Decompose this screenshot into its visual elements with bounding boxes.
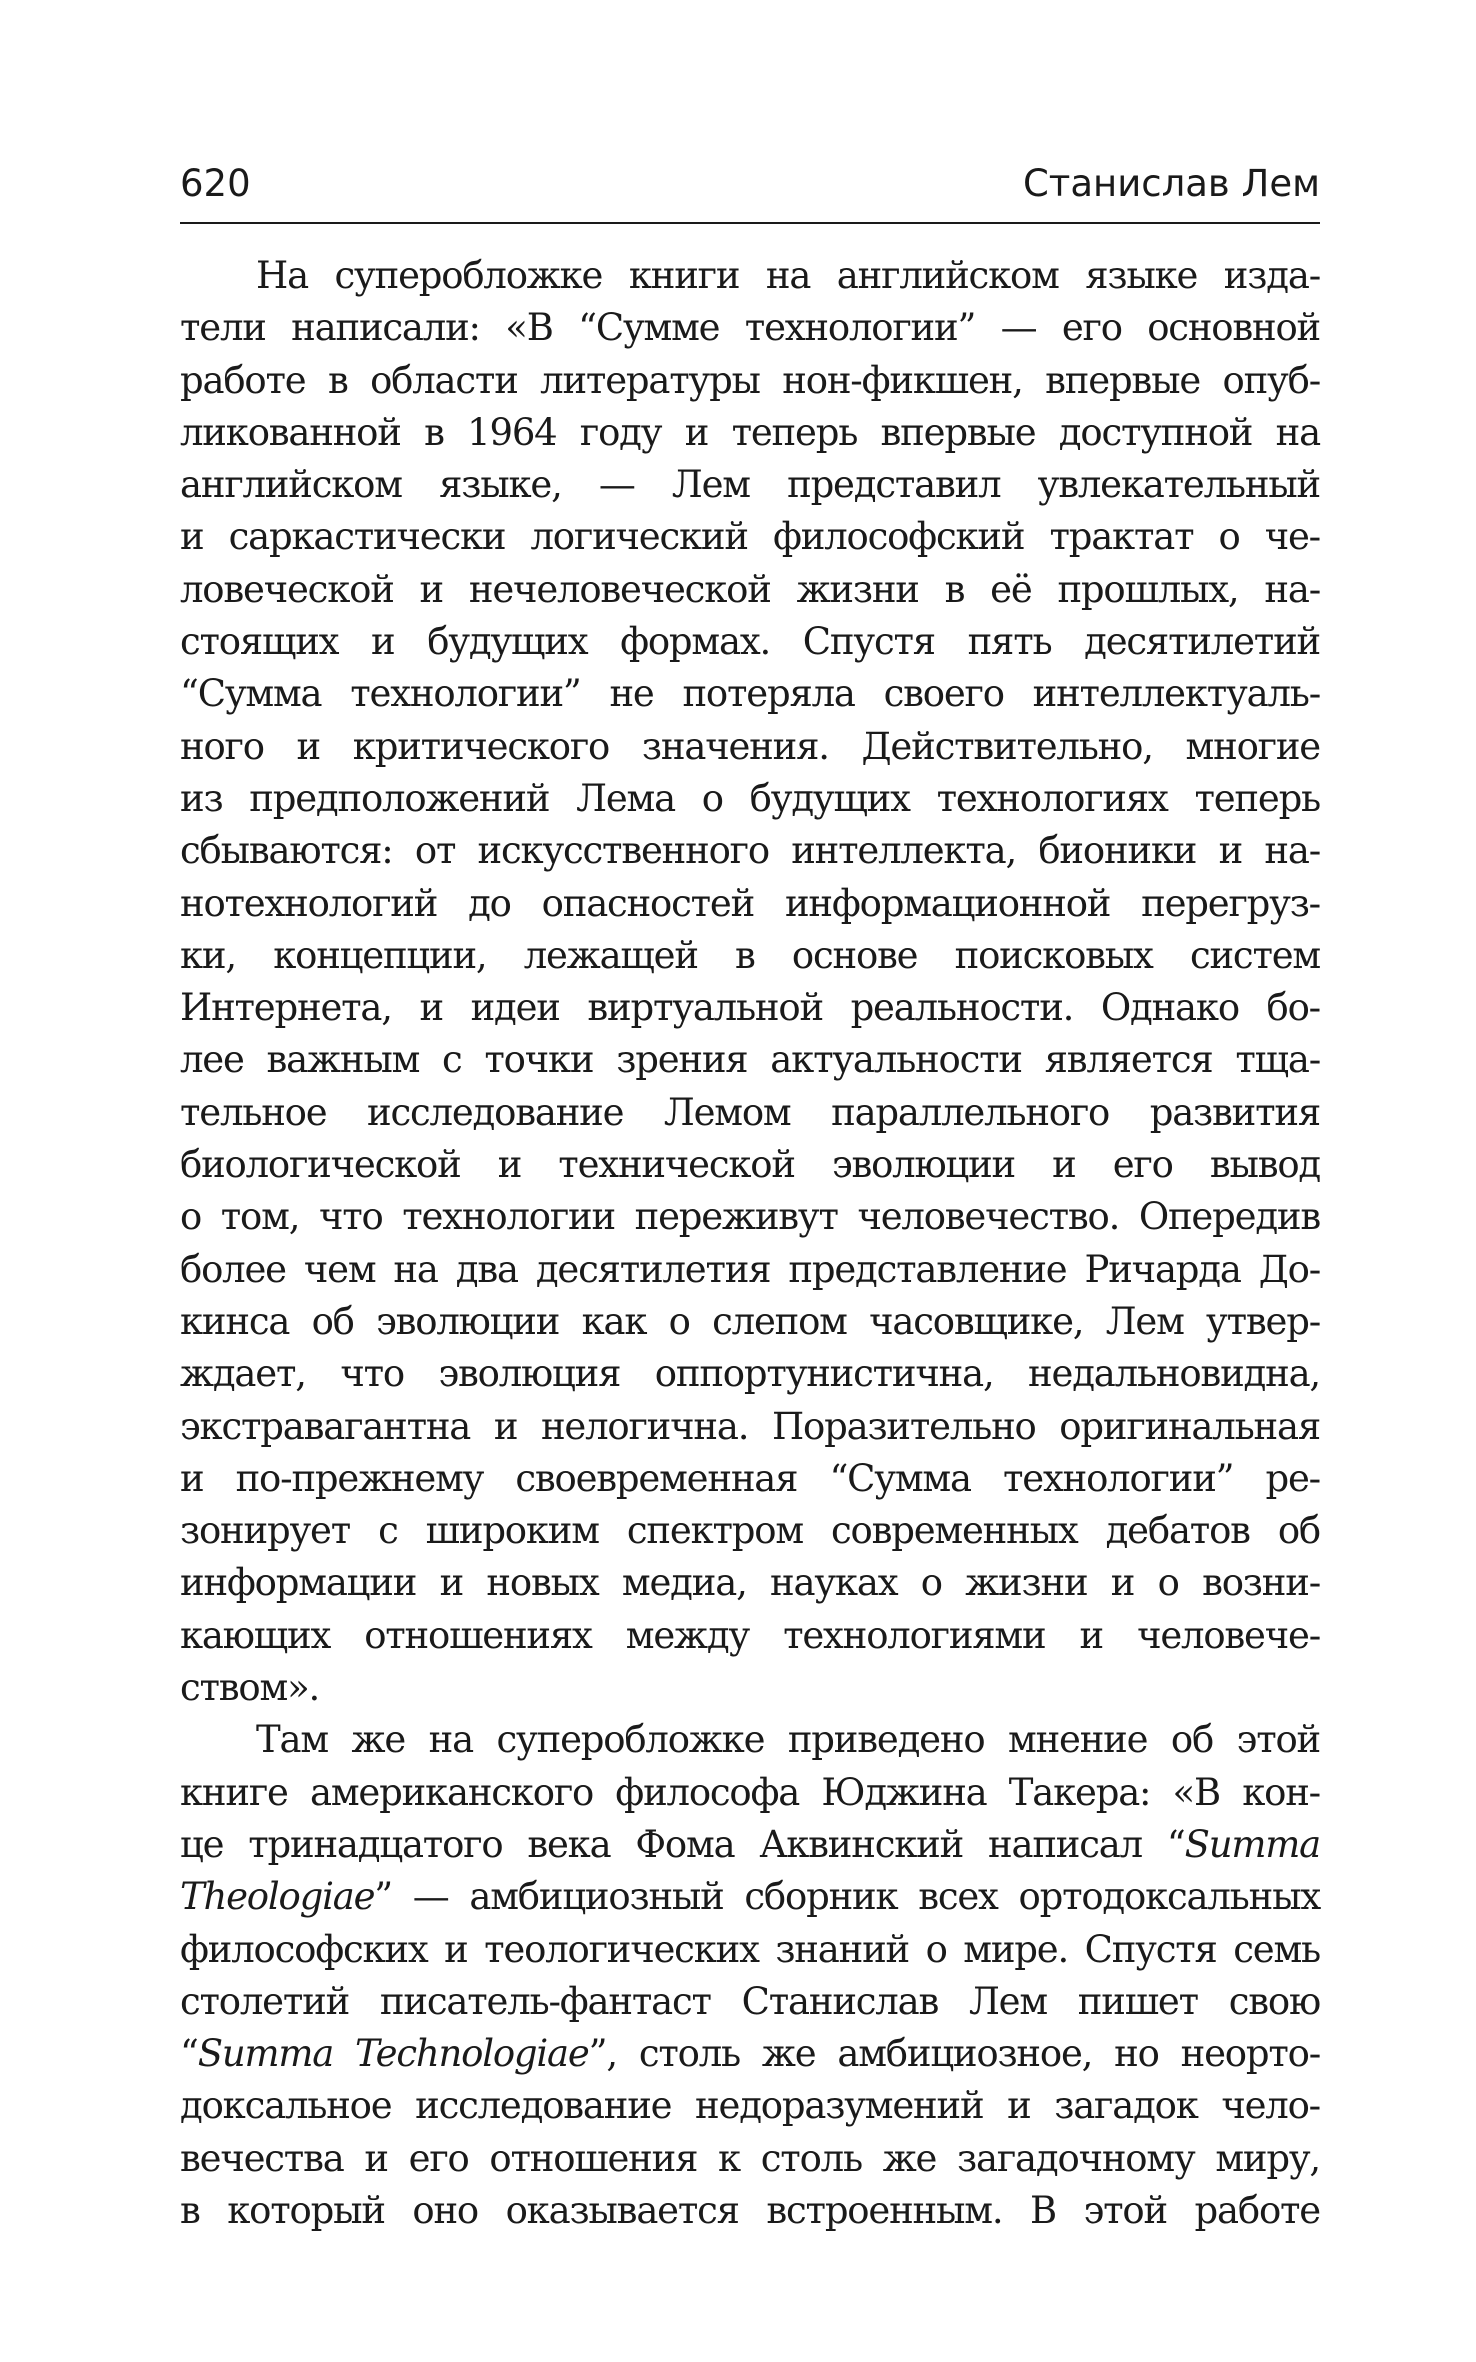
page-header — [180, 160, 1320, 224]
text-line: книге американского философа Юджина Такера: «В кон- — [180, 1770, 1320, 1814]
text-line: более чем на два десятилетия представление Ричарда До- — [180, 1247, 1320, 1291]
text-fragment: це тринадцатого века Фома Аквинский написал “ — [180, 1822, 1185, 1866]
text-line: английском языке, — Лем представил увлекательный — [180, 463, 1320, 507]
text-line: “Сумма технологии” не потеряла своего интеллектуаль- — [180, 672, 1320, 716]
text-line: лее важным с точки зрения актуальности является тща- — [180, 1038, 1320, 1082]
body-text — [180, 250, 1320, 2237]
text-line: столетий писатель-фантаст Станислав Лем пишет свою — [180, 1979, 1320, 2023]
text-line: ством». — [180, 1666, 320, 1710]
text-line: тели написали: «В “Сумме технологии” — его основной — [180, 306, 1320, 350]
text-line: ки, концепции, лежащей в основе поисковых систем — [180, 933, 1320, 977]
text-line: и саркастически логический философский трактат о че- — [180, 515, 1320, 559]
latin-title: Summa — [1184, 1822, 1320, 1866]
latin-title: Summa Technologiae — [197, 2032, 589, 2076]
text-line — [180, 1871, 1320, 1923]
text-line: кающих отношениях между технологиями и человече- — [180, 1613, 1320, 1657]
text-fragment: ” — амбициозный сборник всех ортодоксальных — [374, 1875, 1320, 1919]
text-line: На суперобложке книги на английском языке изда- — [256, 254, 1320, 297]
text-line: вечества и его отношения к столь же загадочному миру, — [180, 2136, 1320, 2180]
text-line: биологической и технической эволюции и его вывод — [180, 1143, 1320, 1187]
text-line: из предположений Лема о будущих технологиях теперь — [180, 776, 1320, 820]
text-line: Там же на суперобложке приведено мнение об этой — [256, 1718, 1320, 1762]
text-line: в который оно оказывается встроенным. В этой работе — [180, 2188, 1320, 2232]
text-line: ловеческой и нечеловеческой жизни в её прошлых, на- — [180, 567, 1320, 611]
text-line: тельное исследование Лемом параллельного развития — [180, 1090, 1320, 1134]
text-line — [180, 1819, 1320, 1871]
text-line — [180, 2028, 1320, 2080]
text-line: и по-прежнему своевременная “Сумма технологии” ре- — [180, 1456, 1320, 1500]
text-fragment: ”, столь же амбициозное, но неорто- — [588, 2032, 1320, 2076]
latin-title: Theologiae — [180, 1875, 375, 1919]
text-line: информации и новых медиа, науках о жизни и о возни- — [180, 1561, 1320, 1605]
text-fragment: “ — [180, 2032, 198, 2076]
running-head: Станислав Лем — [1022, 162, 1320, 205]
page-number: 620 — [180, 162, 251, 205]
text-line: ждает, что эволюция оппортунистична, недальновидна, — [180, 1352, 1320, 1396]
text-line: философских и теологических знаний о мире. Спустя семь — [180, 1927, 1320, 1971]
text-line: работе в области литературы нон-фикшен, впервые опуб- — [180, 358, 1320, 402]
text-line: ного и критического значения. Действительно, многие — [180, 724, 1320, 768]
text-line: сбываются: от искусственного интеллекта, бионики и на- — [180, 829, 1320, 873]
text-line: Интернета, и идеи виртуальной реальности. Однако бо- — [180, 986, 1320, 1030]
text-line: нотехнологий до опасностей информационной перегруз- — [180, 881, 1320, 925]
text-line: зонирует с широким спектром современных дебатов об — [180, 1509, 1320, 1553]
text-line: стоящих и будущих формах. Спустя пять десятилетий — [180, 620, 1320, 664]
text-line: о том, что технологии переживут человечество. Опередив — [180, 1195, 1320, 1239]
text-line: кинса об эволюции как о слепом часовщике, Лем утвер- — [180, 1299, 1320, 1343]
text-line: доксальное исследование недоразумений и загадок чело- — [180, 2084, 1320, 2128]
text-line: ликованной в 1964 году и теперь впервые доступной на — [180, 410, 1320, 454]
text-line: экстравагантна и нелогична. Поразительно оригинальная — [180, 1404, 1320, 1448]
